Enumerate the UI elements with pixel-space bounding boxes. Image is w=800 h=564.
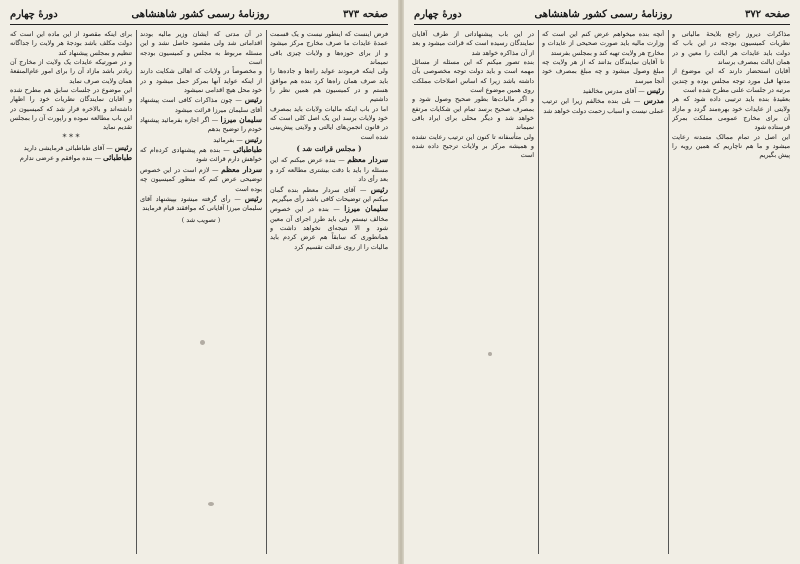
left-page-header — [10, 6, 388, 22]
speech: سردار معظم — لازم است در این خصوص توضیحی عرض کنم که منظور کمیسیون چه بوده است — [140, 164, 262, 193]
paragraph: ولی اینکه فرمودند عواید راه‌ها و جاده‌ها را باید صرف همان راه‌ها کرد بنده هم موافق هستم و در کمیسیون هم همین نظر را داشتیم — [270, 67, 388, 104]
paragraph: ولی متأسفانه تا کنون این ترتیب رعایت نشده و همیشه مرکز بر ولایات ترجیح داده شده است — [412, 132, 534, 160]
paragraph: فرض اینست که اینطور نیست و یک قسمت عمدهٔ عایدات ما صرف مخارج مرکز میشود و از برای حوزه‌ها و ولایات چیزی باقی نمیماند — [270, 30, 388, 67]
left-page — [0, 0, 398, 564]
left-header-rule — [10, 24, 388, 25]
column-divider — [538, 30, 539, 554]
speech: سلیمان میرزا — بنده در این خصوص مخالف نیستم ولی باید طرز اجرای آن معین شود و الا نتیجه‌ای نخواهد داشت و همانطوری که سابقاً هم عرض کردم باید مالیات را از روی عدالت تقسیم کرد — [270, 204, 388, 251]
end-note: ( تصویب شد ) — [181, 215, 221, 224]
speech: طباطبائی — بنده هم پیشنهادی کرده‌ام که خواهش دارم قرائت شود — [140, 145, 262, 164]
paragraph: بنده تصور میکنم که این مسئله از مسائل مهمه است و باید دولت توجه مخصوصی بآن داشته باشد زیرا که اساس اصلاحات مملکت روی همین موضوع است — [412, 58, 534, 95]
right-col-3 — [412, 30, 534, 556]
right-page-header — [414, 6, 790, 22]
paragraph: آقایان استحضار دارند که این موضوع از مدتها قبل مورد توجه مجلس بوده و چندین مرتبه در جلسات علنی مطرح شده است — [672, 67, 790, 95]
column-divider — [668, 30, 669, 554]
right-header-rule — [414, 24, 790, 25]
right-page-number: صفحه ۳۷۲ — [745, 8, 790, 20]
speech-text: بنده عرض میکنم که این مسئله را باید با دقت بیشتری مطالعه کرد و بعد رأی داد — [270, 156, 388, 184]
speaker-name: سردار معظم — [347, 155, 388, 165]
right-col-2 — [542, 30, 664, 556]
speech-text: چون مذاکرات کافی است پیشنهاد آقای سلیمان میرزا قرائت میشود — [140, 96, 262, 114]
column-divider — [266, 30, 267, 554]
paragraph: و در صورتیکه عایدات یک ولایت از مخارج آن زیادتر باشد مازاد آن را برای امور عام‌المنفعهٔ همان ولایت صرف نماید — [10, 58, 132, 85]
left-period: دورهٔ چهارم — [10, 8, 58, 20]
speech-text: آقای طباطبائی فرمایشی دارید — [23, 143, 105, 152]
paragraph: این موضوع در جلسات سابق هم مطرح شده و آقایان نمایندگان نظریات خود را اظهار داشته‌اند و بالاخره قرار شد که کمیسیون در این باب مطالعه نموده و راپورت آن را بمجلس تقدیم نماید — [10, 86, 132, 132]
speech-text: بلی بنده مخالفم زیرا این ترتیب عملی نیست و اسباب زحمت دولت خواهد شد — [542, 97, 664, 115]
paragraph: برای اینکه مقصود از این ماده این است که دولت مکلف باشد بودجهٔ هر ولایت را جداگانه تنظیم و بمجلس پیشنهاد کند — [10, 30, 132, 57]
speech-text: بنده موافقم و عرضی ندارم — [19, 154, 93, 163]
paragraph: اما در باب اینکه مالیات ولایات باید بمصرف خود ولایات برسد این یک اصل کلی است که در قانون انجمن‌های ایالتی و ولایتی پیش‌بینی شده است — [270, 104, 388, 141]
speaker-name: طباطبائی — [103, 153, 132, 163]
left-journal-title: روزنامهٔ رسمی کشور شاهنشاهی — [131, 8, 270, 20]
speaker-name: رئیس — [114, 142, 132, 152]
speaker-name: سلیمان میرزا — [220, 115, 262, 125]
ink-smudge — [200, 340, 205, 345]
paragraph: و اگر مالیات‌ها بطور صحیح وصول شود و بمصرف صحیح برسد تمام این شکایات مرتفع خواهد شد و دیگر محلی برای ایراد باقی نمیماند — [412, 95, 534, 132]
section-title: ( مجلس قرائت شد ) — [296, 144, 362, 154]
speaker-name: رئیس — [370, 184, 388, 194]
speaker-name: رئیس — [646, 86, 664, 96]
speech-text: بفرمائید — [213, 135, 235, 144]
column-divider — [136, 30, 137, 554]
speech: رئیس — بفرمائید — [213, 134, 262, 144]
paragraph: در آن مدتی که ایشان وزیر مالیه بودند اقداماتی شد ولی مقصود حاصل نشد و این مسئله مربوط به مجلس و کمیسیون بودجه است — [140, 30, 262, 67]
speaker-name: رئیس — [244, 193, 262, 203]
left-page-number: صفحه ۳۷۳ — [343, 8, 388, 20]
speech-text: بنده در این خصوص مخالف نیستم ولی باید طرز اجرای آن معین شود و الا نتیجه‌ای نخواهد داشت و همانطوری که سابقاً هم عرض کردم باید مالیات را از روی عدالت تقسیم کرد — [270, 205, 388, 251]
left-col-3 — [10, 30, 132, 556]
paragraph: در این باب پیشنهاداتی از طرف آقایان نمایندگان رسیده است که قرائت میشود و بعد از آن مذاکره خواهد شد — [412, 30, 534, 57]
speaker-name: سلیمان میرزا — [344, 204, 388, 214]
paragraph: آنچه بنده میخواهم عرض کنم این است که وزارت مالیه باید صورت صحیحی از عایدات و مخارج هر ولایت تهیه کند و بمجلس بفرستد — [542, 30, 664, 57]
speech: رئیس — چون مذاکرات کافی است پیشنهاد آقای سلیمان میرزا قرائت میشود — [140, 95, 262, 114]
paragraph: و مخصوصاً در ولایات که اهالی شکایت دارند از اینکه عواید آنها بمرکز حمل میشود و در خود محل هیچ اقدامی نمیشود — [140, 67, 262, 95]
speaker-name: رئیس — [244, 95, 262, 105]
paragraph: این اصل در تمام ممالک متمدنه رعایت میشود و ما هم ناچاریم که همین رویه را پیش بگیریم — [672, 132, 790, 160]
paragraph: مذاکرات دیروز راجع بلایحهٔ مالیاتی و نظریات کمیسیون بودجه در این باب که دولت باید عایدات هر ایالت را معین و در همان ایالت بمصرف برساند — [672, 30, 790, 67]
speaker-name: رئیس — [244, 134, 262, 144]
right-page — [404, 0, 800, 564]
speech: سلیمان میرزا — اگر اجازه بفرمائید پیشنهاد خودم را توضیح بدهم — [140, 115, 262, 134]
speaker-name: طباطبائی — [233, 145, 262, 155]
speech-text: بنده هم پیشنهادی کرده‌ام که خواهش دارم قرائت شود — [140, 146, 262, 164]
ink-smudge — [208, 502, 214, 506]
speech-text: آقای سردار معظم بنده گمان میکنم این توضیحات کافی باشد رأی میگیریم — [270, 185, 388, 203]
left-col-1 — [270, 30, 388, 556]
paragraph: تا آقایان نمایندگان بدانند که از هر ولایت چه مبلغ وصول میشود و چه مبلغ بمصرف خود آنجا میرسد — [542, 58, 664, 85]
speech: رئیس — آقای سردار معظم بنده گمان میکنم این توضیحات کافی باشد رأی میگیریم — [270, 184, 388, 203]
speech: رئیس — رأی گرفته میشود بپیشنهاد آقای سلیمان میرزا آقایانی که موافقند قیام فرمایند — [140, 193, 262, 213]
speech: رئیس — آقای طباطبائی فرمایشی دارید — [23, 142, 132, 152]
left-col-2 — [140, 30, 262, 556]
speech: سردار معظم — بنده عرض میکنم که این مسئله را باید با دقت بیشتری مطالعه کرد و بعد رأی داد — [270, 155, 388, 184]
speaker-name: مدرس — [643, 96, 664, 106]
speech-text: آقای مدرس مخالفید — [582, 87, 637, 96]
speech-text: رأی گرفته میشود بپیشنهاد آقای سلیمان میرزا آقایانی که موافقند قیام فرمایند — [140, 194, 262, 213]
speaker-name: سردار معظم — [221, 164, 262, 174]
ink-smudge — [488, 352, 492, 356]
right-col-1 — [672, 30, 790, 556]
speech: طباطبائی — بنده موافقم و عرضی ندارم — [19, 153, 132, 163]
speech: رئیس — آقای مدرس مخالفید — [582, 86, 664, 96]
section-divider: * * * — [62, 132, 80, 142]
paragraph: بعقیدهٔ بنده باید ترتیبی داده شود که هر ولایتی از عایدات خود بهره‌مند گردد و مازاد آن برای مخارج عمومی مملکت بمرکز فرستاده شود — [672, 95, 790, 132]
speech-text: اگر اجازه بفرمائید پیشنهاد خودم را توضیح بدهم — [140, 116, 262, 134]
right-journal-title: روزنامهٔ رسمی کشور شاهنشاهی — [534, 8, 673, 20]
speech: مدرس — بلی بنده مخالفم زیرا این ترتیب عملی نیست و اسباب زحمت دولت خواهد شد — [542, 96, 664, 115]
speech-text: لازم است در این خصوص توضیحی عرض کنم که منظور کمیسیون چه بوده است — [140, 165, 262, 193]
right-period: دورهٔ چهارم — [414, 8, 462, 20]
